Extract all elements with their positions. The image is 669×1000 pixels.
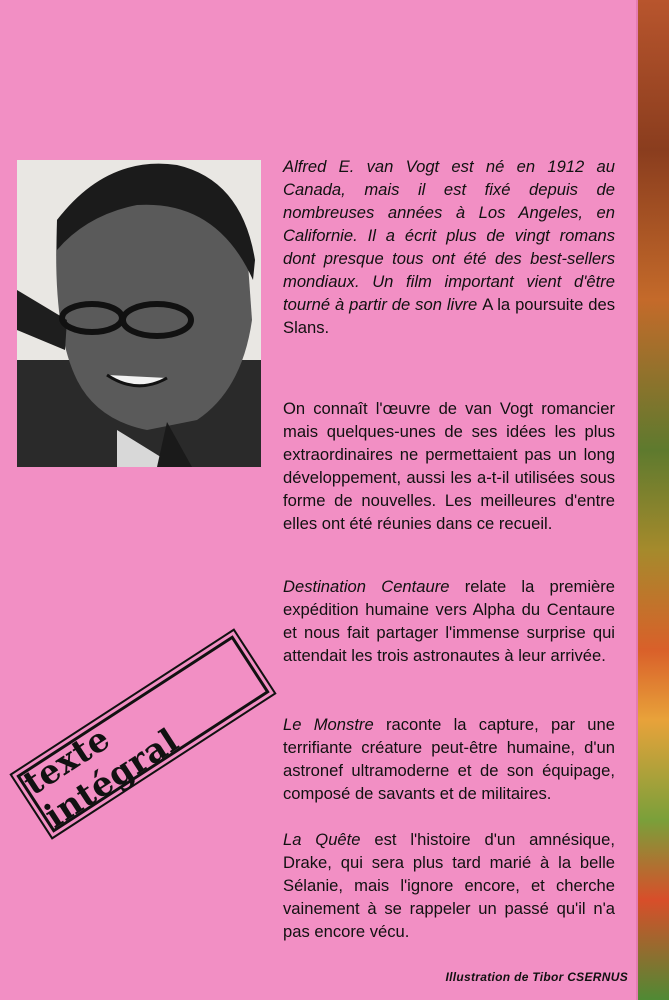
illustration-credit: Illustration de Tibor CSERNUS: [445, 970, 628, 984]
story-summary: raconte la capture, par une terrifiante créature peut-être humaine, d'un astronef ultramoderne et de son équipage, composé de savants et de militaires.: [283, 715, 615, 803]
author-photo: [17, 160, 261, 467]
biography-text: Alfred E. van Vogt est né en 1912 au Canada, mais il est fixé depuis de nombreuses années à Los Angeles, en Californie. Il a écrit plus de vingt romans dont presque tous ont été des best-sellers mondiaux. Un film important vient d'être tourné à partir de son livre: [283, 157, 615, 314]
story-summary: relate la première expédition humaine vers Alpha du Centaure et nous fait partager l'immense surprise qui attendait les trois astronautes à leur arrivée.: [283, 577, 615, 665]
film-book-title: A la poursuite des Slans.: [283, 295, 615, 337]
story-destination-centaure: [283, 575, 615, 667]
story-le-monstre: [283, 713, 615, 805]
cover-spine-illustration: [636, 0, 669, 1000]
author-biography: [283, 155, 615, 339]
story-summary: est l'histoire d'un amnésique, Drake, qui sera plus tard marié à la belle Sélanie, mais l'ignore encore, et cherche vainement à se rappeler un passé qu'il n'a pas encore vécu.: [283, 830, 615, 941]
collection-introduction: On connaît l'œuvre de van Vogt romancier mais quelques-unes de ses idées les plus extraordinaires ne permettaient pas un long développement, aussi les a-t-il utilisées sous forme de nouvelles. Les meilleures d'entre elles ont été réunies dans ce recueil.: [283, 399, 615, 533]
story-title: Le Monstre: [283, 715, 374, 734]
story-title: La Quête: [283, 830, 361, 849]
texte-integral-stamp: texte intégral: [16, 635, 269, 833]
story-la-quete: [283, 828, 615, 943]
story-title: Destination Centaure: [283, 577, 450, 596]
